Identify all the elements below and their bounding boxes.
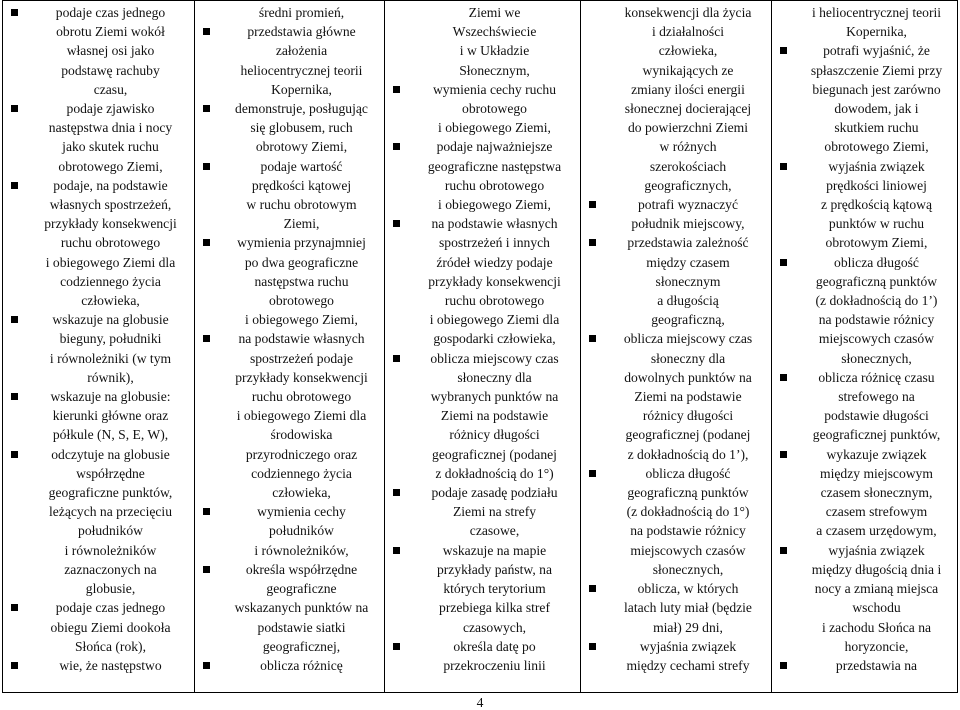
list-item-text: na podstawie własnych spostrzeżeń podaje przykłady konsekwencji ruchu obrotowego i obiegowego Ziemi dla środowiska przyrodniczego oraz codziennego życia człowieka, xyxy=(235,331,368,501)
list-item-text: na podstawie własnych spostrzeżeń i innych źródeł wiedzy podaje przykłady konsekwencji ruchu obrotowego i obiegowego Ziemi dla gospodarki człowieka, xyxy=(428,216,561,347)
list-item-text: wymienia przynajmniej po dwa geograficzne następstwa ruchu obrotowego i obiegowego Ziemi, xyxy=(237,235,366,328)
square-bullet-icon xyxy=(589,201,596,208)
list-item xyxy=(9,310,190,387)
list-item xyxy=(391,214,576,348)
square-bullet-icon xyxy=(780,451,787,458)
list-item xyxy=(778,157,953,253)
list-item xyxy=(778,541,953,656)
list-item-text: i heliocentrycznej teorii Kopernika, xyxy=(811,5,942,40)
square-bullet-icon xyxy=(203,508,210,515)
list-item-text: podaje, na podstawie własnych spostrzeżeń, przykłady konsekwencji ruchu obrotowego i obiegowego Ziemi dla codziennego życia człowieka, xyxy=(44,177,177,309)
list-item xyxy=(9,598,190,656)
square-bullet-icon xyxy=(203,163,210,170)
square-bullet-icon xyxy=(780,259,787,266)
list-item xyxy=(9,445,190,599)
list-item xyxy=(391,3,576,80)
list-item-text: podaje wartość prędkości kątowej w ruchu obrotowym Ziemi, xyxy=(246,158,357,232)
list-item-text: podaje czas jednego obiegu Ziemi dookoła Słońca (rok), xyxy=(50,600,171,654)
list-item xyxy=(778,253,953,368)
list-item-text: potrafi wyjaśnić, że spłaszczenie Ziemi przy biegunach jest zarówno dowodem, jak i skutkiem ruchu obrotowego Ziemi, xyxy=(810,43,943,155)
square-bullet-icon xyxy=(393,547,400,554)
table-cell-col-3 xyxy=(385,1,581,693)
criteria-list xyxy=(391,3,576,675)
list-item-text: wykazuje związek między miejscowym czasem słonecznym, czasem strefowym a czasem urzędowym, xyxy=(816,446,937,539)
list-item xyxy=(391,80,576,138)
table-cell-col-1 xyxy=(3,1,195,693)
list-item-text: wyjaśnia związek między długością dnia i nocy a zmianą miejsca wschodu i zachodu Słońca na horyzoncie, xyxy=(811,542,942,654)
square-bullet-icon xyxy=(11,182,18,189)
list-item xyxy=(9,656,190,675)
square-bullet-icon xyxy=(203,105,210,112)
square-bullet-icon xyxy=(11,604,18,611)
list-item xyxy=(201,157,380,234)
table-cell-col-5 xyxy=(772,1,958,693)
list-item-text: wyjaśnia związek między cechami strefy xyxy=(626,638,750,673)
list-item xyxy=(391,541,576,637)
square-bullet-icon xyxy=(589,585,596,592)
list-item xyxy=(201,233,380,329)
square-bullet-icon xyxy=(780,662,787,669)
list-item xyxy=(201,502,380,560)
list-item-text: oblicza, w których latach luty miał (będzie miał) 29 dni, xyxy=(624,581,752,635)
list-item xyxy=(391,483,576,541)
list-item xyxy=(587,195,767,233)
list-item-text: podaje najważniejsze geograficzne następstwa ruchu obrotowego i obiegowego Ziemi, xyxy=(427,139,562,213)
list-item-text: przedstawia główne założenia heliocentrycznej teorii Kopernika, xyxy=(240,24,363,97)
list-item-text: wymienia cechy południków i równoleżników, xyxy=(254,504,349,558)
list-item-text: oblicza długość geograficzną punktów (z dokładnością do 1’) na podstawie różnicy miejscowych czasów słonecznych, xyxy=(815,254,938,366)
list-item xyxy=(778,656,953,675)
list-item xyxy=(201,22,380,99)
square-bullet-icon xyxy=(11,105,18,112)
list-item-text: podaje czas jednego obrotu Ziemi wokół własnej osi jako podstawę rachuby czasu, xyxy=(55,5,166,97)
criteria-list xyxy=(9,3,190,675)
list-item-text: podaje zasadę podziału Ziemi na strefy czasowe, xyxy=(431,485,558,539)
list-item-text: oblicza różnicę xyxy=(260,657,343,673)
list-item xyxy=(587,233,767,329)
list-item xyxy=(9,387,190,445)
square-bullet-icon xyxy=(780,547,787,554)
list-item xyxy=(201,656,380,675)
list-item-text: potrafi wyznaczyć południk miejscowy, xyxy=(631,197,745,232)
page-number: 4 xyxy=(476,695,484,710)
criteria-list xyxy=(201,3,380,675)
square-bullet-icon xyxy=(203,335,210,342)
criteria-list xyxy=(778,3,953,675)
list-item xyxy=(587,3,767,195)
square-bullet-icon xyxy=(393,143,400,150)
square-bullet-icon xyxy=(11,451,18,458)
square-bullet-icon xyxy=(203,662,210,669)
list-item xyxy=(201,99,380,157)
list-item xyxy=(9,176,190,310)
list-item xyxy=(391,349,576,483)
list-item xyxy=(778,368,953,445)
list-item-text: przedstawia zależność między czasem słonecznym a długością geograficzną, xyxy=(627,235,749,328)
list-item-text: demonstruje, posługując się globusem, ruch obrotowy Ziemi, xyxy=(235,101,368,155)
list-item xyxy=(391,637,576,675)
list-item xyxy=(778,3,953,41)
list-item-text: przedstawia na xyxy=(835,657,918,673)
list-item-text: oblicza miejscowy czas słoneczny dla dowolnych punktów na Ziemi na podstawie różnicy długości geograficznej (podanej z dokładnością do 1’), xyxy=(623,331,753,462)
square-bullet-icon xyxy=(203,566,210,573)
list-item xyxy=(587,637,767,675)
list-item xyxy=(201,560,380,656)
list-item xyxy=(587,579,767,637)
square-bullet-icon xyxy=(11,9,18,16)
square-bullet-icon xyxy=(589,239,596,246)
list-item xyxy=(9,3,190,99)
square-bullet-icon xyxy=(393,220,400,227)
list-item-text: odczytuje na globusie współrzędne geograficzne punktów, leżących na przecięciu południków i równoleżników zaznaczonych na globusie, xyxy=(48,446,173,597)
list-item-text: konsekwencji dla życia i działalności człowieka, wynikających ze zmiany ilości energii słonecznej docierającej do powierzchni Ziemi w różnych szerokościach geograficznych, xyxy=(624,5,752,193)
list-item-text: wyjaśnia związek prędkości liniowej z prędkością kątową punktów w ruchu obrotowym Ziemi, xyxy=(821,158,932,251)
square-bullet-icon xyxy=(393,489,400,496)
list-item xyxy=(201,3,380,22)
square-bullet-icon xyxy=(589,335,596,342)
list-item xyxy=(9,99,190,176)
list-item xyxy=(201,329,380,502)
square-bullet-icon xyxy=(11,316,18,323)
square-bullet-icon xyxy=(11,393,18,400)
list-item-text: wskazuje na mapie przykłady państw, na których terytorium przebiega kilka stref czasowych, xyxy=(436,542,552,635)
list-item-text: średni promień, xyxy=(258,5,345,20)
table-cell-col-2 xyxy=(195,1,385,693)
square-bullet-icon xyxy=(393,355,400,362)
square-bullet-icon xyxy=(589,470,596,477)
list-item xyxy=(587,329,767,463)
table-cell-col-4 xyxy=(581,1,772,693)
square-bullet-icon xyxy=(393,86,400,93)
square-bullet-icon xyxy=(203,28,210,35)
list-item xyxy=(391,137,576,214)
list-item-text: Ziemi we Wszechświecie i w Układzie Słonecznym, xyxy=(452,5,537,78)
list-item xyxy=(778,445,953,541)
square-bullet-icon xyxy=(11,662,18,669)
table-row xyxy=(3,1,958,693)
square-bullet-icon xyxy=(393,643,400,650)
list-item-text: oblicza miejscowy czas słoneczny dla wybranych punktów na Ziemi na podstawie różnicy długości geograficznej (podanej z dokładnością do 1°) xyxy=(430,350,559,481)
list-item-text: określa datę po przekroczeniu linii xyxy=(443,638,546,673)
square-bullet-icon xyxy=(203,239,210,246)
square-bullet-icon xyxy=(780,163,787,170)
list-item xyxy=(778,41,953,156)
square-bullet-icon xyxy=(780,47,787,54)
square-bullet-icon xyxy=(780,374,787,381)
list-item-text: określa współrzędne geograficzne wskazanych punktów na podstawie siatki geograficznej, xyxy=(234,561,369,654)
list-item-text: wskazuje na globusie bieguny, południki i równoleżniki (w tym równik), xyxy=(49,312,172,385)
list-item xyxy=(587,464,767,579)
list-item-text: wymienia cechy ruchu obrotowego i obiegowego Ziemi, xyxy=(432,81,557,136)
list-item-text: oblicza długość geograficzną punktów (z dokładnością do 1°) na podstawie różnicy miejscowych czasów słonecznych, xyxy=(626,465,750,577)
list-item-text: podaje zjawisko następstwa dnia i nocy jako skutek ruchu obrotowego Ziemi, xyxy=(48,101,173,174)
list-item-text: oblicza różnicę czasu strefowego na podstawie długości geograficznej punktów, xyxy=(812,369,941,443)
list-item-text: wie, że następstwo xyxy=(59,657,162,673)
criteria-table xyxy=(2,0,958,693)
criteria-list xyxy=(587,3,767,675)
square-bullet-icon xyxy=(589,643,596,650)
list-item-text: wskazuje na globusie: kierunki główne oraz półkule (N, S, E, W), xyxy=(50,389,171,443)
